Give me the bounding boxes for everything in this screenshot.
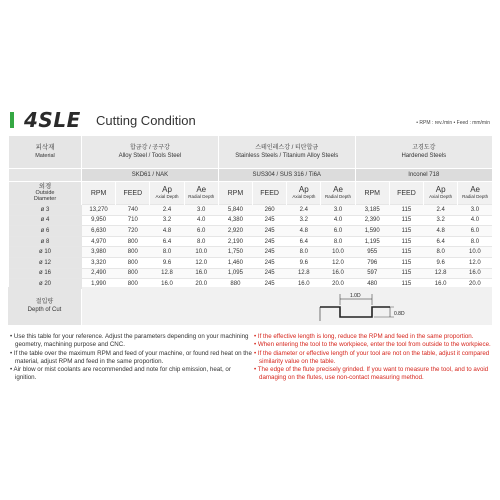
value-cell: 6.0	[184, 226, 218, 237]
dim-side-label: 0.8D	[394, 311, 405, 317]
ap-header-g0: Ap Axial Depth	[150, 182, 184, 205]
value-cell: 245	[253, 226, 287, 237]
value-cell: 1,095	[218, 268, 252, 279]
value-cell: 2,920	[218, 226, 252, 237]
value-cell: 4,380	[218, 215, 252, 226]
value-cell: 1,195	[355, 236, 389, 247]
value-cell: 8.0	[150, 247, 184, 258]
value-cell: 115	[389, 268, 423, 279]
value-cell: 740	[116, 205, 150, 216]
value-cell: 9.6	[150, 257, 184, 268]
value-cell: 2,490	[82, 268, 116, 279]
note-left-3: • Air blow or mist coolants are recommended and note for chip emission, heat, or ignition.	[10, 366, 231, 382]
value-cell: 796	[355, 257, 389, 268]
value-cell: 16.0	[321, 268, 355, 279]
value-cell: 4.0	[184, 215, 218, 226]
note-left-1: • Use this table for your reference. Adjust the parameters depending on your machining geometry, machining purpose and CNC.	[10, 333, 249, 349]
value-cell: 115	[389, 226, 423, 237]
value-cell: 245	[253, 268, 287, 279]
value-cell: 1,590	[355, 226, 389, 237]
value-cell: 2.4	[424, 205, 458, 216]
value-cell: 800	[116, 247, 150, 258]
rpm-header-g1: RPM	[218, 182, 252, 205]
value-cell: 2.4	[287, 205, 321, 216]
value-cell: 10.0	[184, 247, 218, 258]
depth-of-cut-figure	[82, 287, 492, 325]
value-cell: 115	[389, 279, 423, 289]
value-cell: 710	[116, 215, 150, 226]
group-header-stainless: 스테인레스강 / 티탄합금 Stainless Steels / Titanium Alloy Steels	[218, 136, 355, 169]
value-cell: 115	[389, 236, 423, 247]
value-cell: 12.0	[458, 257, 492, 268]
value-cell: 12.8	[287, 268, 321, 279]
value-cell: 6.0	[458, 226, 492, 237]
ap-header-g1: Ap Axial Depth	[287, 182, 321, 205]
table-row	[9, 247, 493, 258]
diameter-cell: ø 10	[9, 247, 82, 258]
ae-header-g0: Ae Radial Depth	[184, 182, 218, 205]
ae-header-g1: Ae Radial Depth	[321, 182, 355, 205]
grade-alloy: SKD61 / NAK	[82, 169, 219, 182]
value-cell: 800	[116, 268, 150, 279]
rpm-header-g2: RPM	[355, 182, 389, 205]
value-cell: 4,970	[82, 236, 116, 247]
value-cell: 20.0	[321, 279, 355, 289]
value-cell: 12.8	[424, 268, 458, 279]
feed-header-g2: FEED	[389, 182, 423, 205]
value-cell: 2,190	[218, 236, 252, 247]
value-cell: 8.0	[321, 236, 355, 247]
value-cell: 10.0	[321, 247, 355, 258]
units-note: • RPM : rev./min • Feed : mm/min	[416, 120, 490, 126]
value-cell: 1,750	[218, 247, 252, 258]
value-cell: 6.4	[287, 236, 321, 247]
value-cell: 16.0	[458, 268, 492, 279]
section-title: Cutting Condition	[96, 113, 196, 128]
value-cell: 245	[253, 247, 287, 258]
value-cell: 245	[253, 236, 287, 247]
value-cell: 12.8	[150, 268, 184, 279]
notes-left	[10, 333, 252, 383]
table-row	[9, 205, 493, 216]
value-cell: 4.0	[321, 215, 355, 226]
group-header-hardened: 고경도강 Hardened Steels	[355, 136, 492, 169]
dim-top-label: 1.0D	[350, 293, 361, 299]
value-cell: 8.0	[184, 236, 218, 247]
rpm-header-g0: RPM	[82, 182, 116, 205]
value-cell: 480	[355, 279, 389, 289]
accent-bar	[10, 112, 14, 128]
value-cell: 12.0	[184, 257, 218, 268]
diameter-cell: ø 12	[9, 257, 82, 268]
cutting-condition-table	[8, 136, 492, 289]
value-cell: 115	[389, 257, 423, 268]
value-cell: 2.4	[150, 205, 184, 216]
note-right-4: • The edge of the flute precisely grinded. If you want to measure the tool, and to avoid damaging on the flutes, use non-contact measuring method.	[254, 366, 489, 382]
value-cell: 3.0	[458, 205, 492, 216]
value-cell: 3.0	[321, 205, 355, 216]
diameter-cell: ø 16	[9, 268, 82, 279]
depth-of-cut-row	[8, 287, 492, 325]
value-cell: 597	[355, 268, 389, 279]
diameter-cell: ø 6	[9, 226, 82, 237]
value-cell: 10.0	[458, 247, 492, 258]
value-cell: 4.8	[287, 226, 321, 237]
value-cell: 16.0	[184, 268, 218, 279]
value-cell: 6.0	[321, 226, 355, 237]
feed-header-g0: FEED	[116, 182, 150, 205]
value-cell: 3.0	[184, 205, 218, 216]
grade-row-label	[9, 169, 82, 182]
value-cell: 16.0	[424, 279, 458, 289]
value-cell: 8.0	[424, 247, 458, 258]
value-cell: 4.8	[150, 226, 184, 237]
value-cell: 2,390	[355, 215, 389, 226]
grade-stainless: SUS304 / SUS 316 / Ti6A	[218, 169, 355, 182]
diameter-cell: ø 3	[9, 205, 82, 216]
table-row	[9, 236, 493, 247]
value-cell: 20.0	[458, 279, 492, 289]
value-cell: 3.2	[287, 215, 321, 226]
material-header: 피삭재 Material	[9, 136, 82, 169]
group-header-alloy: 합금강 / 공구강 Alloy Steel / Tools Steel	[82, 136, 219, 169]
value-cell: 1,990	[82, 279, 116, 289]
diameter-header: 외경 Outside Diameter	[9, 182, 82, 205]
diameter-cell: ø 8	[9, 236, 82, 247]
value-cell: 3.2	[150, 215, 184, 226]
value-cell: 115	[389, 247, 423, 258]
title-bar	[10, 108, 490, 134]
value-cell: 16.0	[287, 279, 321, 289]
value-cell: 3.2	[424, 215, 458, 226]
diameter-cell: ø 4	[9, 215, 82, 226]
value-cell: 3,320	[82, 257, 116, 268]
value-cell: 800	[116, 279, 150, 289]
value-cell: 13,270	[82, 205, 116, 216]
value-cell: 12.0	[321, 257, 355, 268]
value-cell: 800	[116, 236, 150, 247]
note-right-3: • If the diameter or effective length of your tool are not on the table, adjust it compared similarity value on the table.	[254, 349, 490, 365]
value-cell: 9,950	[82, 215, 116, 226]
notes-right	[254, 333, 494, 383]
feed-header-g1: FEED	[253, 182, 287, 205]
value-cell: 4.8	[424, 226, 458, 237]
value-cell: 16.0	[150, 279, 184, 289]
value-cell: 6.4	[150, 236, 184, 247]
value-cell: 800	[116, 257, 150, 268]
depth-of-cut-diagram	[312, 291, 432, 323]
value-cell: 880	[218, 279, 252, 289]
value-cell: 245	[253, 215, 287, 226]
value-cell: 720	[116, 226, 150, 237]
model-name: 4SLE	[24, 108, 81, 132]
table-row	[9, 215, 493, 226]
note-right-1: • If the effective length is long, reduce the RPM and feed in the same proportion.	[254, 333, 474, 340]
value-cell: 9.6	[424, 257, 458, 268]
value-cell: 6,630	[82, 226, 116, 237]
diameter-cell: ø 20	[9, 279, 82, 289]
note-left-2: • If the table over the maximum RPM and feed of your machine, or found red heat on the material, adjust RPM and feed in the same proportion.	[10, 349, 252, 365]
ap-header-g2: Ap Axial Depth	[424, 182, 458, 205]
value-cell: 3,980	[82, 247, 116, 258]
value-cell: 1,460	[218, 257, 252, 268]
value-cell: 20.0	[184, 279, 218, 289]
value-cell: 5,840	[218, 205, 252, 216]
grade-hardened: Inconel 718	[355, 169, 492, 182]
value-cell: 955	[355, 247, 389, 258]
value-cell: 245	[253, 257, 287, 268]
depth-of-cut-label: 절입량 Depth of Cut	[8, 287, 81, 325]
value-cell: 6.4	[424, 236, 458, 247]
note-right-2: • When entering the tool to the workpiece, enter the tool from outside to the workpiece.	[254, 341, 491, 349]
value-cell: 9.6	[287, 257, 321, 268]
value-cell: 115	[389, 205, 423, 216]
value-cell: 8.0	[458, 236, 492, 247]
ae-header-g2: Ae Radial Depth	[458, 182, 492, 205]
value-cell: 8.0	[287, 247, 321, 258]
value-cell: 260	[253, 205, 287, 216]
table-row	[9, 268, 493, 279]
value-cell: 245	[253, 279, 287, 289]
value-cell: 4.0	[458, 215, 492, 226]
value-cell: 115	[389, 215, 423, 226]
table-row	[9, 257, 493, 268]
table-row	[9, 226, 493, 237]
value-cell: 3,185	[355, 205, 389, 216]
